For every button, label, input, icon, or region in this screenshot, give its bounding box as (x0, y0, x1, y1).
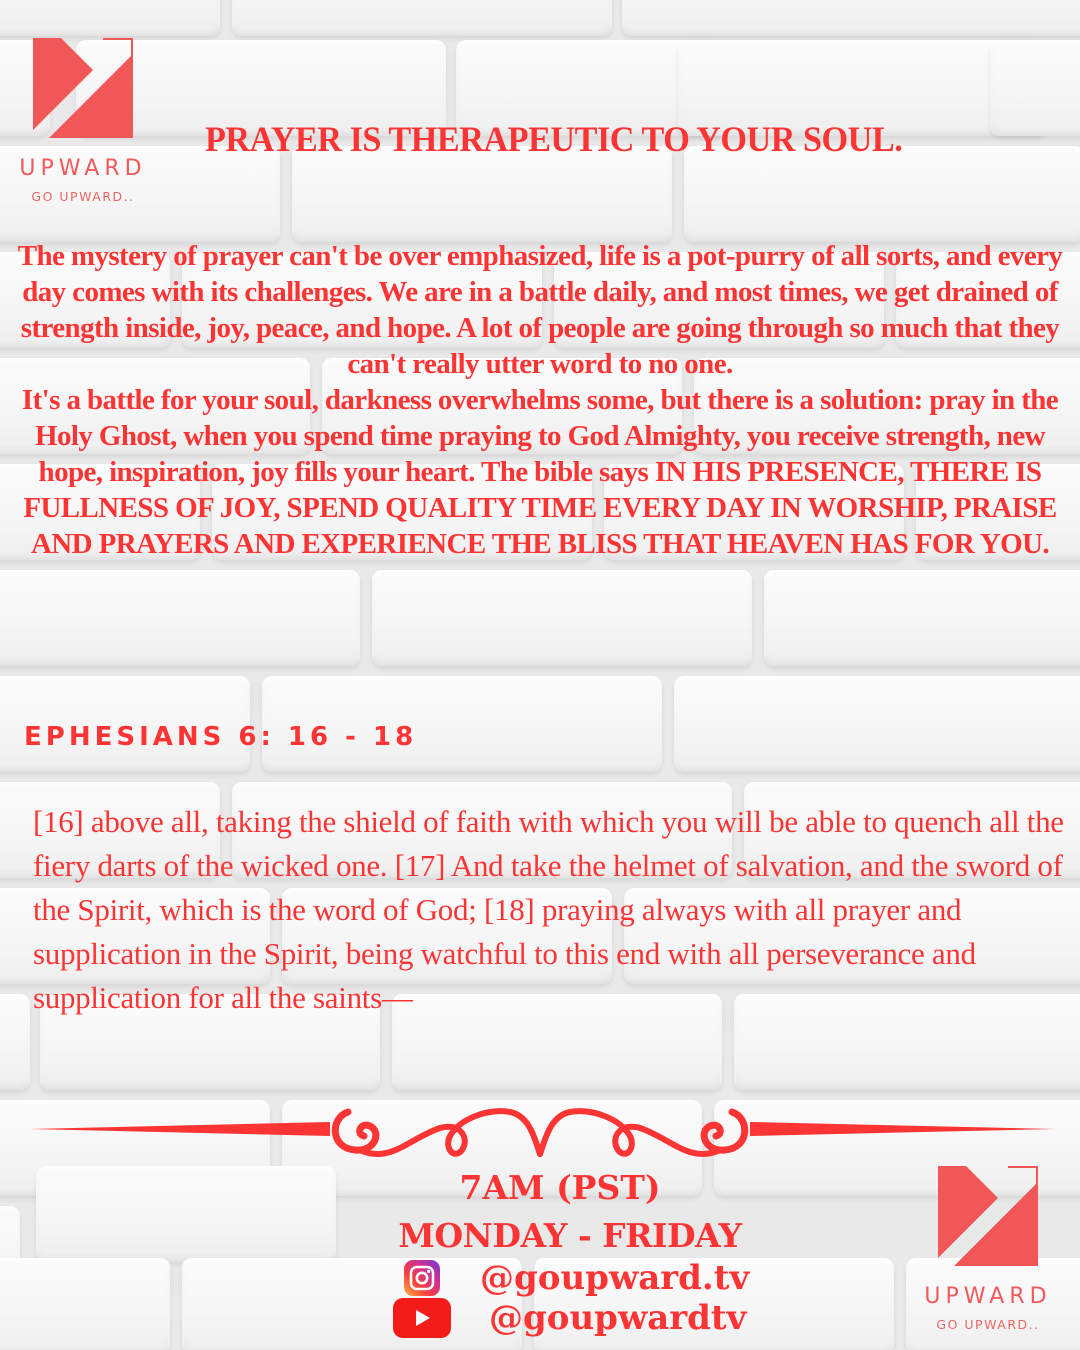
upward-arrow-logo-icon (33, 38, 133, 138)
instagram-icon (404, 1260, 440, 1296)
schedule-time: 7AM (PST) (459, 1168, 661, 1207)
instagram-handle[interactable]: @goupward.tv (480, 1258, 750, 1298)
upward-logo-bottom (908, 1166, 1068, 1332)
scripture-reference: EPHESIANS 6: 16 - 18 (24, 722, 418, 752)
body-text (10, 238, 1070, 562)
youtube-icon (393, 1298, 451, 1338)
scripture-text: [16] above all, taking the shield of faith with which you will be able to quench all the fiery darts of the wicked one. [17] And take the helmet of salvation, and the sword of the Spirit, which is the word of God; [18] praying always with all prayer and supplication in the Spirit, being watchful to this end with all perseverance and supplication for all the saints— (33, 804, 1064, 1015)
logo-tagline: GO UPWARD.. (31, 189, 135, 204)
logo-brand-text: UPWARD (924, 1284, 1052, 1309)
page-title: PRAYER IS THERAPEUTIC TO YOUR SOUL. (205, 119, 903, 159)
schedule-days: MONDAY - FRIDAY (398, 1216, 742, 1255)
logo-brand-text: UPWARD (19, 156, 147, 181)
body-paragraph-1: The mystery of prayer can't be over emphasized, life is a pot-purry of all sorts, and every day comes with its challenges. We are in a battle daily, and most times, we get drained of strength inside, joy, peace, and hope. A lot of people are going through so much that they can't really utter word to no one. (17, 240, 1063, 380)
upward-arrow-logo-icon (938, 1166, 1038, 1266)
logo-tagline: GO UPWARD.. (936, 1317, 1040, 1332)
body-paragraph-2: It's a battle for your soul, darkness overwhelms some, but there is a solution: pray in the Holy Ghost, when you spend time praying to God Almighty, you receive strength, new hope, inspiration, joy fills your heart. The bible says IN HIS PRESENCE, THERE IS FULLNESS OF JOY, SPEND QUALITY TIME EVERY DAY IN WORSHIP, PRAISE AND PRAYERS AND EXPERIENCE THE BLISS THAT HEAVEN HAS FOR YOU. (21, 384, 1059, 560)
ornamental-divider (30, 1098, 1055, 1164)
upward-logo-top (3, 38, 163, 204)
social-youtube[interactable] (393, 1298, 746, 1338)
social-instagram[interactable] (404, 1258, 749, 1298)
youtube-handle[interactable]: @goupwardtv (489, 1298, 747, 1338)
schedule (360, 1168, 780, 1258)
